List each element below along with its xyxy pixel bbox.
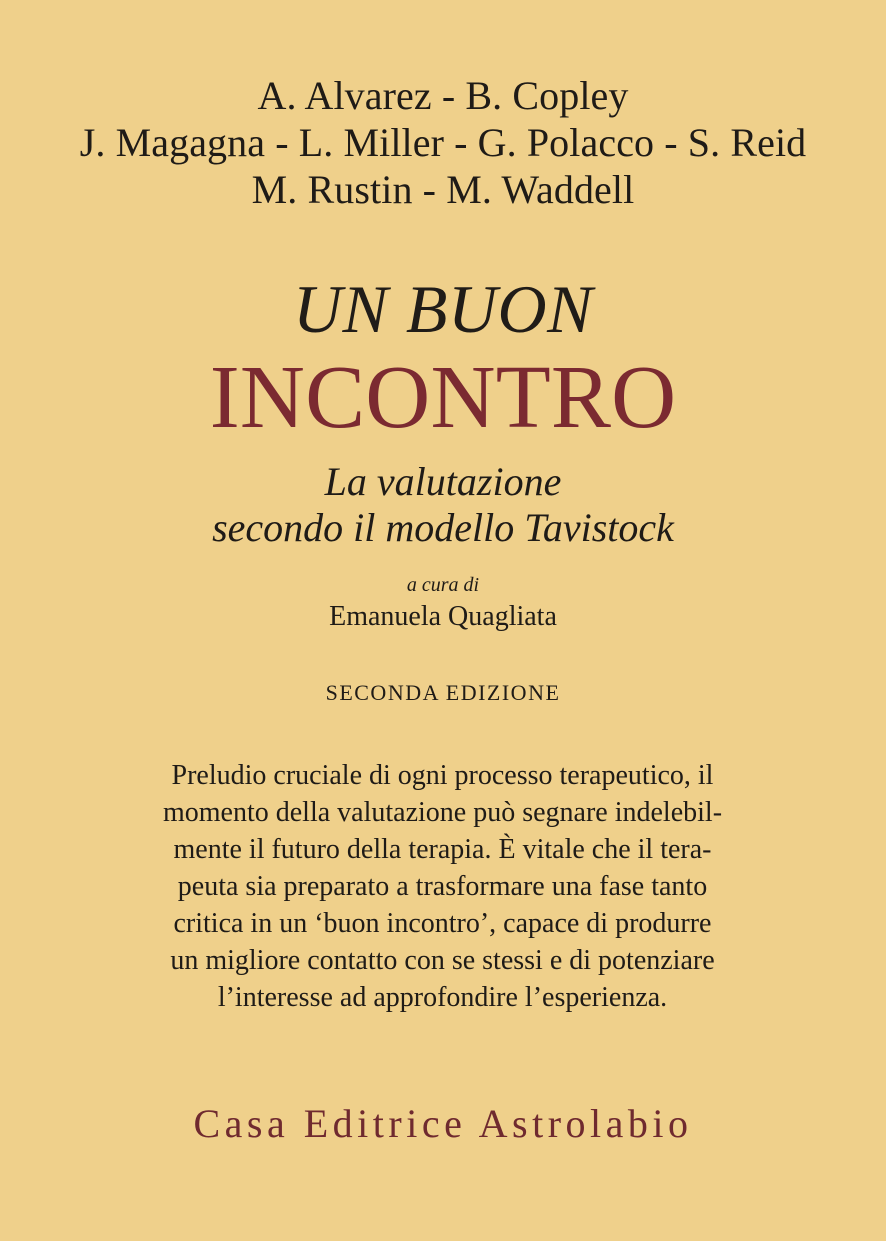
book-title-main: UN BUON: [292, 271, 594, 347]
author-line-1: A. Alvarez - B. Copley: [257, 73, 629, 118]
description-line-1: Preludio cruciale di ogni processo terapeutico, il: [171, 760, 714, 791]
description-line-7: l’interesse ad approfondire l’esperienza.: [217, 982, 668, 1013]
author-line-2: J. Magagna - L. Miller - G. Polacco - S. Reid: [79, 120, 807, 165]
description-line-2: momento della valutazione può segnare indelebil-: [162, 797, 723, 828]
edition-label: SECONDA EDIZIONE: [325, 680, 561, 705]
book-subtitle: [0, 459, 886, 551]
description-line-4: peuta sia preparato a trasformare una fase tanto: [177, 871, 708, 902]
editor-label: a cura di: [406, 574, 480, 596]
subtitle-line-1: La valutazione: [324, 459, 562, 504]
publisher-name: Casa Editrice Astrolabio: [193, 1101, 693, 1146]
editor-name: Emanuela Quagliata: [329, 601, 557, 632]
book-description: [121, 757, 764, 1016]
book-title-accent: INCONTRO: [209, 348, 677, 447]
description-line-5: critica in un ‘buon incontro’, capace di produrre: [173, 908, 712, 939]
subtitle-line-2: secondo il modello Tavistock: [212, 505, 674, 550]
description-line-6: un migliore contatto con se stessi e di potenziare: [170, 945, 715, 976]
author-line-3: M. Rustin - M. Waddell: [251, 167, 635, 212]
description-line-3: mente il futuro della terapia. È vitale che il tera-: [173, 834, 712, 865]
author-list: [0, 72, 886, 213]
